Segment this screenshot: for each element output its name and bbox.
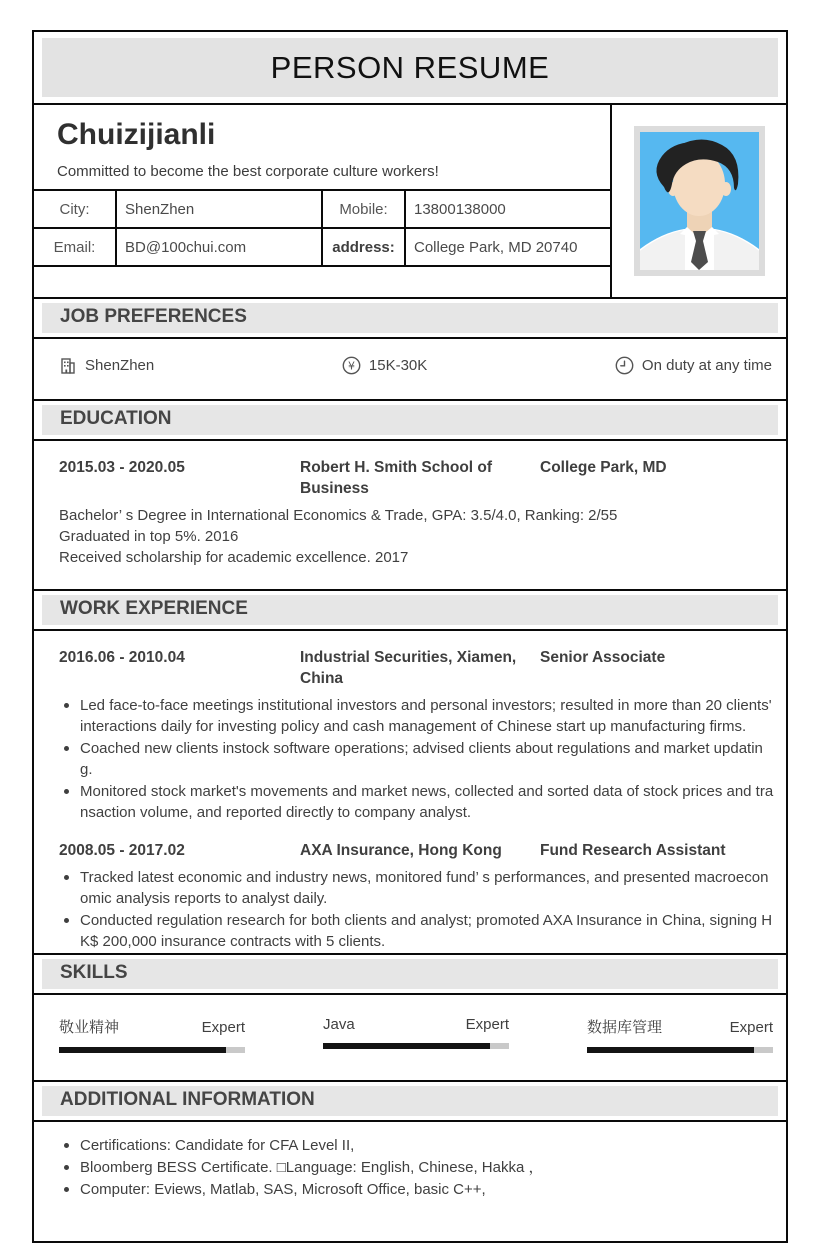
additional-information-heading: ADDITIONAL INFORMATION (42, 1086, 778, 1116)
clock-icon (615, 356, 634, 375)
work-bullet-list (34, 867, 786, 952)
work-period: 2016.06 - 2010.04 (59, 649, 185, 666)
mobile-label: Mobile: (322, 190, 405, 228)
skill-name: 敬业精神 (59, 1019, 120, 1036)
person-avatar (640, 132, 759, 270)
preference-availability-label: On duty at any time (641, 357, 772, 374)
address-value: College Park, MD 20740 (405, 228, 611, 266)
additional-bullet: Bloomberg BESS Certificate. □Language: English, Chinese, Hakka ， (59, 1157, 774, 1178)
skill-progress-bar (59, 1047, 245, 1053)
work-company: AXA Insurance, Hong Kong (300, 842, 502, 859)
additional-bullet-list (34, 1122, 786, 1241)
address-label: address: (322, 228, 405, 266)
education-school: Robert H. Smith School of Business (300, 459, 493, 497)
education-details (34, 499, 786, 589)
skills-heading: SKILLS (42, 959, 778, 989)
photo-frame (634, 126, 765, 276)
table-row (33, 228, 611, 266)
work-bullet: Monitored stock market's movements and market news, collected and sorted data of stock prices and transaction volume, and reported directly to company analyst. (59, 781, 774, 823)
photo-cell (610, 105, 786, 297)
city-value: ShenZhen (116, 190, 322, 228)
title-section (34, 32, 786, 103)
section-additional-information (34, 1080, 786, 1241)
work-bullet: Tracked latest economic and industry news, monitored fund’ s performances, and presented macroeconomic analysis reports to analyst daily. (59, 867, 774, 909)
section-header-wrap (34, 1082, 786, 1122)
education-entry-header (34, 441, 786, 499)
page-title: PERSON RESUME (270, 49, 550, 85)
person-name: Chuizijianli (57, 118, 216, 151)
job-preferences-heading: JOB PREFERENCES (42, 303, 778, 333)
preference-salary-label: 15K-30K (368, 357, 428, 374)
work-position: Fund Research Assistant (540, 842, 726, 859)
yen-icon (342, 356, 361, 375)
basic-info-left (34, 105, 610, 297)
work-position: Senior Associate (540, 649, 666, 666)
skill-name: 数据库管理 (587, 1019, 663, 1036)
section-header-wrap (34, 299, 786, 339)
basic-info-block (34, 103, 786, 297)
section-header-wrap (34, 955, 786, 995)
preference-salary (342, 356, 427, 375)
skill-item (59, 1016, 245, 1053)
skill-item (323, 1016, 509, 1053)
preference-availability (615, 356, 772, 375)
skill-name: Java (323, 1016, 355, 1033)
section-header-wrap (34, 401, 786, 441)
skill-progress-fill (323, 1043, 490, 1049)
skill-progress-fill (587, 1047, 754, 1053)
education-detail-line: Graduated in top 5%. 2016 (59, 528, 239, 545)
tagline: Committed to become the best corporate culture workers! (57, 163, 439, 180)
work-bullet: Conducted regulation research for both clients and analyst; promoted AXA Insurance in China, signing HK$ 200,000 insurance contracts with 5 clients. (59, 910, 774, 952)
skill-item (587, 1016, 773, 1053)
resume-page (32, 30, 788, 1243)
email-value: BD@100chui.com (116, 228, 322, 266)
preference-city-label: ShenZhen (85, 357, 155, 374)
additional-bullet: Certifications: Candidate for CFA Level II, (59, 1135, 774, 1156)
work-period: 2008.05 - 2017.02 (59, 842, 185, 859)
svg-text:¥: ¥ (347, 359, 355, 373)
work-bullet-list (34, 695, 786, 823)
work-experience-heading: WORK EXPERIENCE (42, 595, 778, 625)
building-icon (59, 357, 77, 375)
section-work-experience (34, 589, 786, 952)
mobile-value: 13800138000 (405, 190, 611, 228)
education-location: College Park, MD (540, 459, 667, 476)
skill-level: Expert (201, 1019, 245, 1036)
title-bar (42, 38, 778, 97)
skill-level: Expert (729, 1019, 773, 1036)
additional-bullet: Computer: Eviews, Matlab, SAS, Microsoft Office, basic C++, (59, 1179, 774, 1200)
email-label: Email: (33, 228, 116, 266)
job-preferences-row (34, 339, 786, 399)
work-bullet: Coached new clients instock software operations; advised clients about regulations and market updating. (59, 738, 774, 780)
section-header-wrap (34, 591, 786, 631)
skills-row (34, 995, 786, 1080)
section-education (34, 399, 786, 589)
skill-progress-bar (323, 1043, 509, 1049)
work-company: Industrial Securities, Xiamen, China (300, 649, 517, 687)
section-job-preferences (34, 297, 786, 399)
skill-level: Expert (465, 1016, 509, 1033)
education-detail-line: Received scholarship for academic excellence. 2017 (59, 549, 409, 566)
table-row (33, 190, 611, 228)
work-entry-header (34, 631, 786, 689)
education-period: 2015.03 - 2020.05 (59, 459, 185, 476)
education-heading: EDUCATION (42, 405, 778, 435)
skill-progress-bar (587, 1047, 773, 1053)
city-label: City: (33, 190, 116, 228)
section-skills (34, 953, 786, 1080)
skill-progress-fill (59, 1047, 226, 1053)
work-bullet: Led face-to-face meetings institutional investors and personal investors; resulted in more than 20 clients' interactions daily for investing policy and cash management of Chinese start up manufacturing firms. (59, 695, 774, 737)
education-detail-line: Bachelor’ s Degree in International Economics & Trade, GPA: 3.5/4.0, Ranking: 2/55 (59, 507, 618, 524)
preference-city (59, 357, 154, 375)
work-entry-header (34, 824, 786, 861)
contact-table (32, 189, 612, 267)
